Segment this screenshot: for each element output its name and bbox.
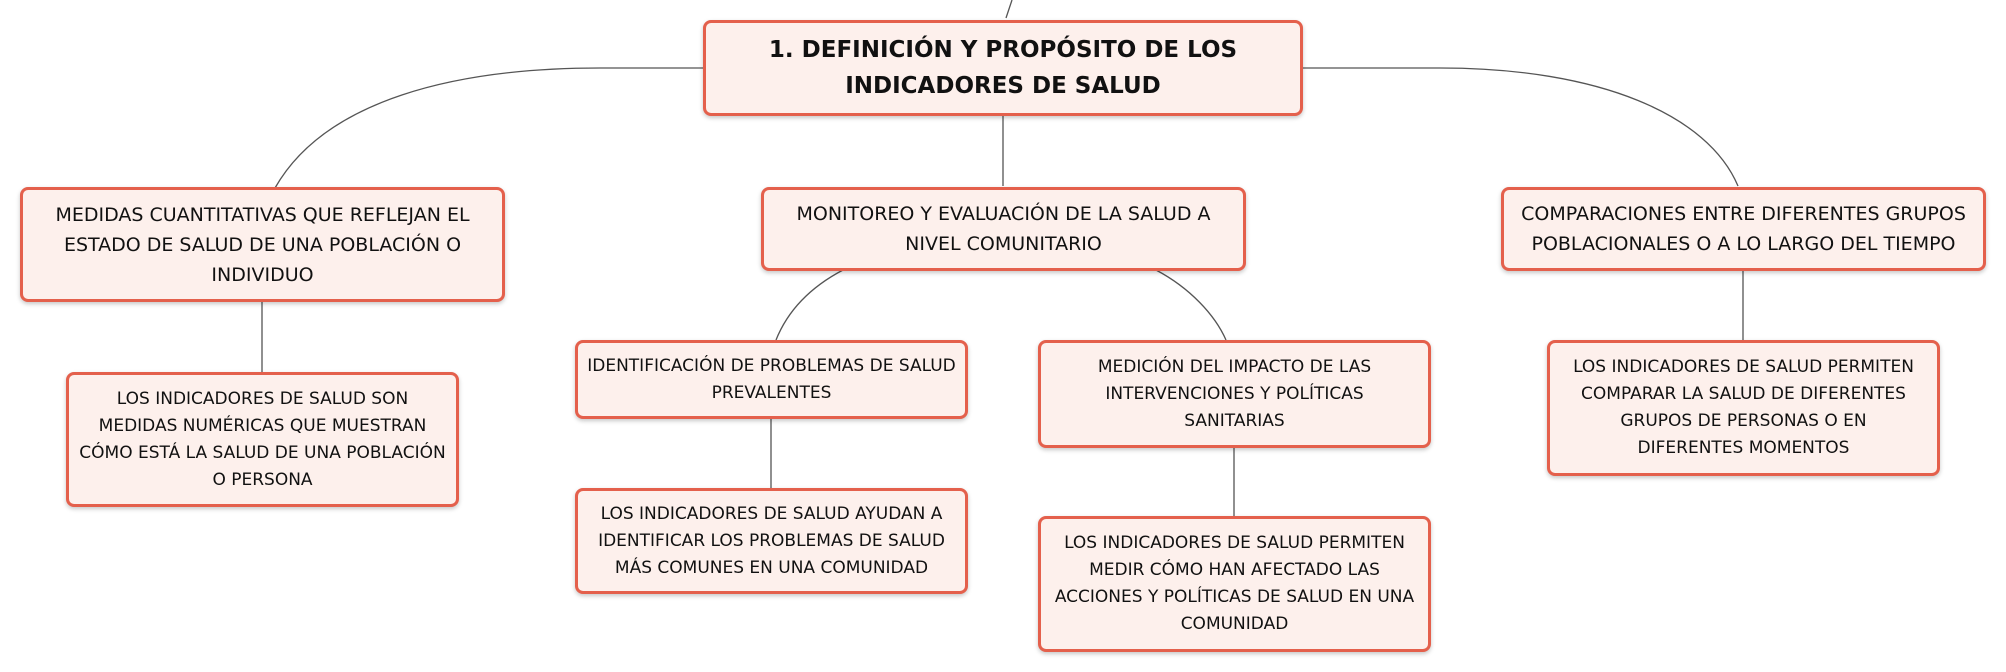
detail-node-label: LOS INDICADORES DE SALUD SON MEDIDAS NUMÉRICAS QUE MUESTRAN CÓMO ESTÁ LA SALUD DE UNA POBLACIÓN O PERSONA: [79, 388, 446, 490]
detail-node-label: LOS INDICADORES DE SALUD AYUDAN A IDENTIFICAR LOS PROBLEMAS DE SALUD MÁS COMUNES EN UNA COMUNIDAD: [598, 503, 945, 578]
branch-node-label: MEDIDAS CUANTITATIVAS QUE REFLEJAN EL ESTADO DE SALUD DE UNA POBLACIÓN O INDIVIDUO: [55, 203, 470, 286]
detail-node-label: LOS INDICADORES DE SALUD PERMITEN MEDIR CÓMO HAN AFECTADO LAS ACCIONES Y POLÍTICAS DE SALUD EN UNA COMUNIDAD: [1054, 533, 1415, 634]
connector-branch-2-to-impact: [1156, 270, 1226, 340]
branch-node-label: COMPARACIONES ENTRE DIFERENTES GRUPOS POBLACIONALES O A LO LARGO DEL TIEMPO: [1521, 203, 1966, 255]
detail-node-label: LOS INDICADORES DE SALUD PERMITEN COMPARAR LA SALUD DE DIFERENTES GRUPOS DE PERSONAS O EN DIFERENTES MOMENTOS: [1573, 357, 1914, 458]
detail-node-common-problems[interactable]: [575, 488, 968, 594]
connector-root-to-branch-3: [1303, 68, 1738, 186]
detail-node-policy-effects[interactable]: [1038, 516, 1431, 652]
branch-node-label: MONITOREO Y EVALUACIÓN DE LA SALUD A NIVEL COMUNITARIO: [796, 203, 1211, 255]
subbranch-node-policy-impact[interactable]: [1038, 340, 1431, 448]
branch-node-quantitative-measures[interactable]: [20, 187, 505, 302]
subbranch-node-label: IDENTIFICACIÓN DE PROBLEMAS DE SALUD PREVALENTES: [587, 355, 956, 403]
connector-branch-2-to-problems: [776, 270, 843, 340]
detail-node-compare-groups[interactable]: [1547, 340, 1940, 476]
subbranch-node-label: MEDICIÓN DEL IMPACTO DE LAS INTERVENCIONES Y POLÍTICAS SANITARIAS: [1097, 356, 1372, 431]
connector-parent-stub: [1006, 0, 1012, 18]
root-node[interactable]: [703, 20, 1303, 116]
connector-root-to-branch-1: [275, 68, 703, 188]
subbranch-node-prevalent-problems[interactable]: [575, 340, 968, 419]
detail-node-numeric-measures[interactable]: [66, 372, 459, 507]
branch-node-community-monitoring[interactable]: [761, 187, 1246, 271]
root-node-label: 1. DEFINICIÓN Y PROPÓSITO DE LOS INDICADORES DE SALUD: [768, 37, 1238, 99]
branch-node-group-comparisons[interactable]: [1501, 187, 1986, 271]
